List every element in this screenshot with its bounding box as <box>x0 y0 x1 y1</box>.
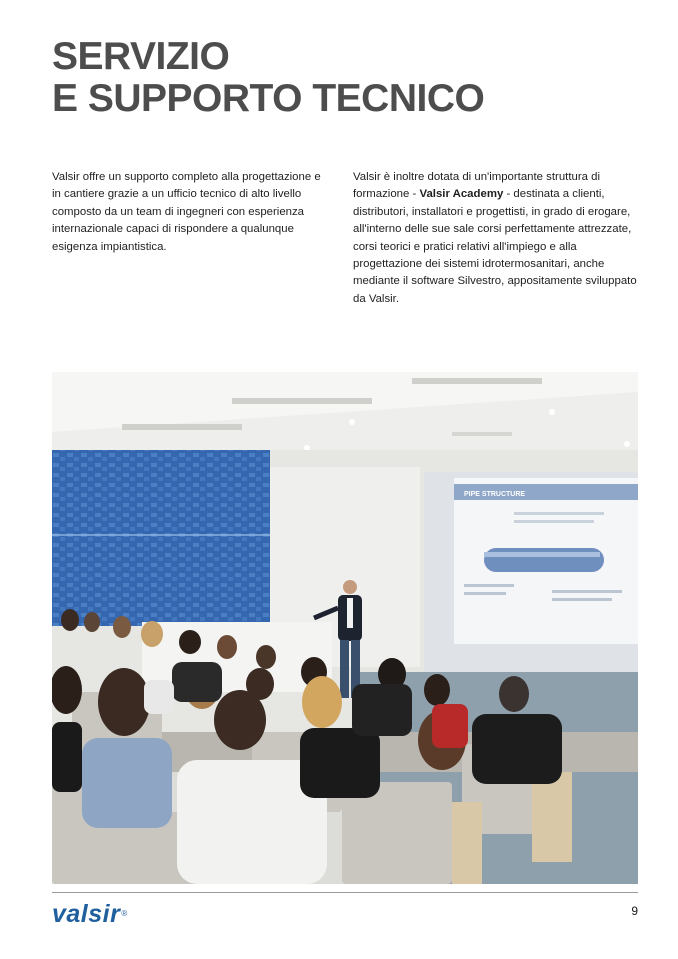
right-column-text <box>353 169 643 308</box>
title-line-2: E SUPPORTO TECNICO <box>52 77 485 120</box>
title-line-1: SERVIZIO <box>52 35 230 78</box>
training-room-photo <box>52 372 638 884</box>
academy-highlight: Valsir Academy <box>419 188 504 201</box>
valsir-logo <box>52 899 128 929</box>
page-title <box>52 36 484 120</box>
page-number: 9 <box>631 904 638 918</box>
slide-title: PIPE STRUCTURE <box>464 491 526 498</box>
registered-mark: ® <box>121 909 128 918</box>
right-text-before: Valsir è inoltre dotata di un'importante struttura di formazione - <box>353 171 600 201</box>
intro-paragraph-left <box>52 169 324 256</box>
logo-text: valsir <box>52 900 121 928</box>
footer-divider <box>52 892 638 893</box>
intro-paragraph-right <box>353 169 643 308</box>
right-text-after: - destinata a clienti, distributori, installatori e progettisti, in grado di erogare, all'interno delle sue sale corsi perfettamente attrezzate, corsi teorici e pratici relativi all'impiego e alla progettazione dei sistemi idrotermosanitari, anche mediante il software Silvestro, appositamente sviluppato da Valsir. <box>353 188 637 305</box>
left-column-text: Valsir offre un supporto completo alla progettazione e in cantiere grazie a un ufficio tecnico di alto livello composto da un team di ingegneri con esperienza internazionale capaci di rispondere a qualunque esigenza impiantistica. <box>52 171 321 253</box>
